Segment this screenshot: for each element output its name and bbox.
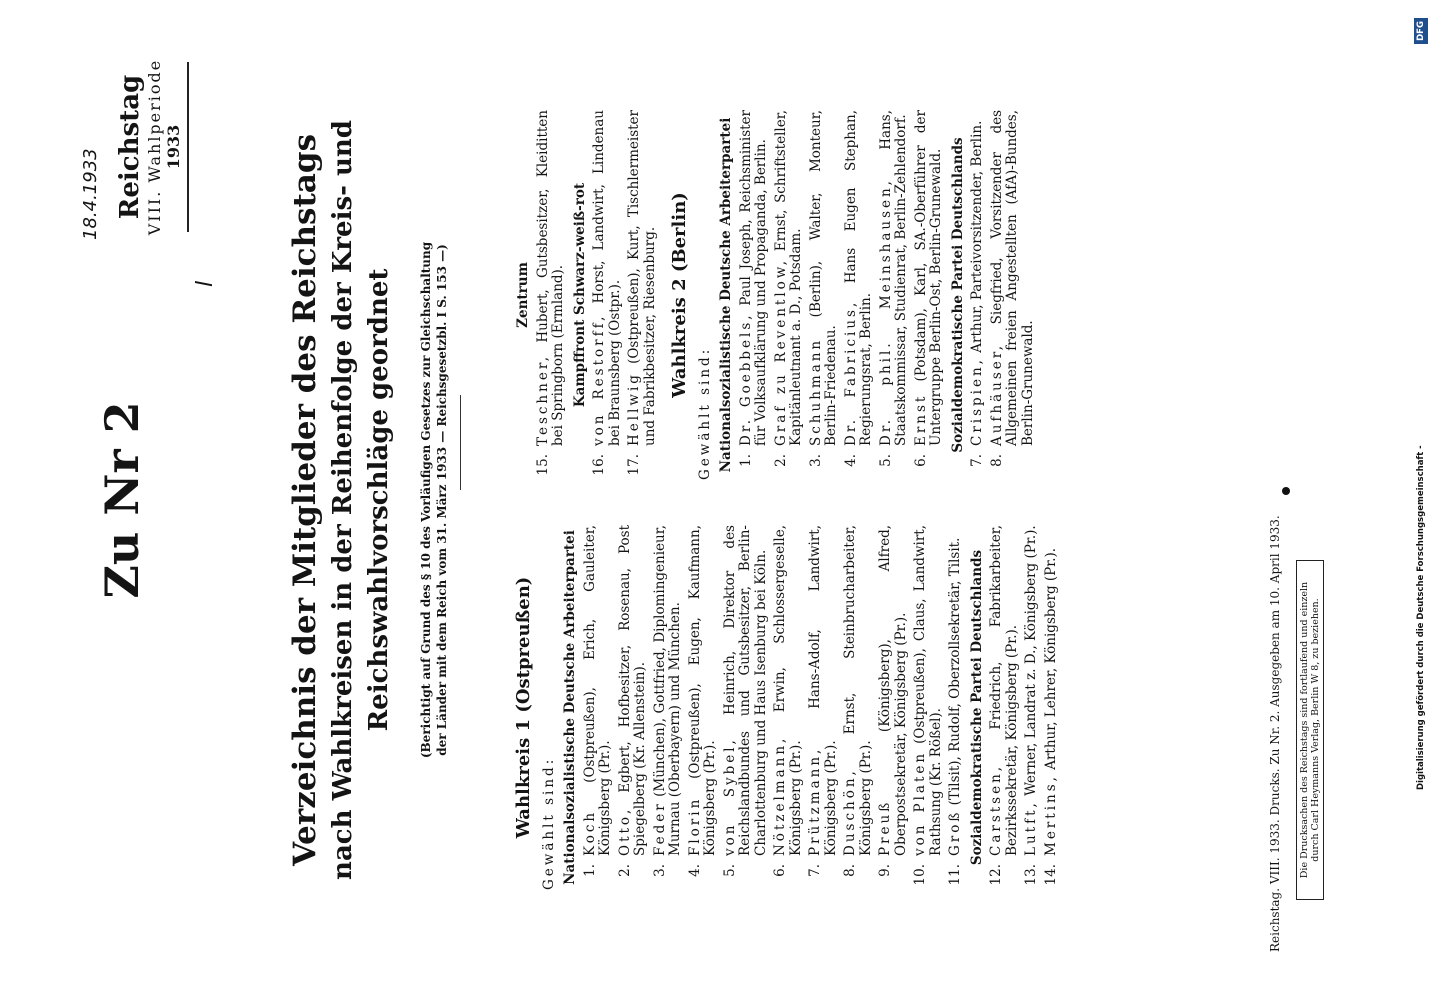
member-entry xyxy=(739,110,770,480)
digitization-note: Digitalisierung gefördert durch die Deutsche Forschungsgemeinschaft - xyxy=(1416,445,1426,790)
main-title-line-2: nach Wahlkreisen in der Reihenfolge der Kreis- und xyxy=(328,120,358,880)
member-description: Erwin, Schlossergeselle, Königsberg (Pr.). xyxy=(772,524,804,856)
reichstag-label: Reichstag xyxy=(115,74,145,220)
wahlkreis-2-column xyxy=(510,110,1040,480)
main-title-line-1: Verzeichnis der Mitglieder des Reichstags xyxy=(287,133,323,867)
member-name: Hellwig xyxy=(626,372,642,446)
footer-box-line-1: Die Drucksachen des Reichstags sind fortlaufend und einzeln xyxy=(1299,581,1310,879)
member-entry xyxy=(583,525,614,890)
member-entry xyxy=(1024,525,1040,890)
footer-box-line-2: durch Carl Heymanns Verlag, Berlin W 8, zu beziehen. xyxy=(1310,598,1321,862)
wahlkreis-1-nsdap-list xyxy=(583,525,964,890)
member-details xyxy=(844,110,875,446)
member-description: Siegfried, Vorsitzender des Allgemeinen freien Angestellten (AfA)-Bundes, Berlin-Grunewald. xyxy=(988,109,1036,446)
party-nsdap-heading: Nationalsozialistische Deutsche Arbeiterpartei xyxy=(718,117,734,473)
member-number: 2. xyxy=(772,454,789,467)
member-name: Dr. Goebbels, xyxy=(737,312,754,446)
member-number: 6. xyxy=(912,454,929,467)
member-description: Paul Joseph, Reichsminister für Volksaufklärung und Propaganda, Berlin. xyxy=(737,110,769,446)
member-entry xyxy=(843,525,874,890)
member-details xyxy=(1044,525,1060,856)
member-number: 14. xyxy=(1042,864,1059,886)
member-details xyxy=(583,525,614,856)
member-name: Lutft, xyxy=(1023,800,1039,856)
member-entry xyxy=(948,525,964,890)
member-details xyxy=(1024,525,1040,856)
member-description: (München), Gottfried, Diplomingenieur, Murnau (Oberbayern) und München. xyxy=(651,525,683,856)
footer-box xyxy=(1296,560,1324,900)
member-entry xyxy=(688,525,719,890)
member-description: Ernst, Steinbrucharbeiter, Königsberg (Pr.). xyxy=(842,525,874,856)
member-details xyxy=(948,525,964,856)
footer-print-line: Reichstag. VIII. 1933. Drucks. Zu Nr. 2. Ausgegeben am 10. April 1933. xyxy=(1268,515,1282,952)
wahlkreis-1-kampffront-list xyxy=(592,110,658,480)
handwritten-mark: l xyxy=(193,280,218,287)
gewaehlt-label: Gewählt sind: xyxy=(540,756,557,890)
wahlkreis-1-column xyxy=(510,525,1063,890)
member-description: Hans-Adolf, Landwirt, Königsberg (Pr.). xyxy=(807,525,839,856)
member-details xyxy=(773,525,804,856)
member-description: Hubert, Gutsbesitzer, Kleiditten bei Springborn (Ermland). xyxy=(534,110,566,446)
wahlkreis-2-spd-list xyxy=(970,110,1036,480)
handwritten-date: 18.4.1933 xyxy=(80,148,101,240)
member-description: (Ostpreußen), Claus, Landwirt, Rathsung (Kr. Rößel). xyxy=(912,525,944,856)
subtitle xyxy=(418,230,450,770)
member-name: Nötzelmann, xyxy=(772,735,788,856)
member-entry xyxy=(970,110,986,480)
member-entry xyxy=(536,110,567,480)
member-number: 8. xyxy=(842,864,858,877)
member-details xyxy=(970,110,986,446)
member-number: 12. xyxy=(988,864,1004,886)
member-description: (Potsdam), Karl, SA.-Oberführer der Untergruppe Berlin-Ost, Berlin-Grunewald. xyxy=(912,110,944,446)
member-description: (Ostpreußen), Eugen, Kaufmann, Königsberg (Pr.). xyxy=(686,525,718,856)
member-number: 11. xyxy=(947,864,963,886)
gewaehlt-label: Gewählt sind: xyxy=(696,346,713,480)
member-entry xyxy=(592,110,623,480)
member-details xyxy=(809,110,840,446)
wahlperiode-label: VIII. Wahlperiode xyxy=(145,58,164,236)
wahlkreis-1-zentrum-list xyxy=(536,110,567,480)
member-name: Dr. phil. Meinshausen, xyxy=(877,178,894,446)
subtitle-line-2: der Länder mit dem Reich vom 31. März 1933 — Reichsgesetzbl. I S. 153 —) xyxy=(435,244,449,756)
member-entry xyxy=(809,110,840,480)
member-details xyxy=(914,110,945,446)
wahlkreis-2-gewaehlt xyxy=(698,110,714,480)
member-name: Groß xyxy=(947,809,963,856)
title-divider xyxy=(460,395,461,490)
member-description: Heinrich, Direktor des Reichslandbundes und Gutsbesitzer, Berlin-Charlottenburg und Haus Isenburg bei Köln. xyxy=(721,525,769,856)
member-entry xyxy=(627,110,658,480)
member-entry xyxy=(989,525,1020,890)
party-nsdap-heading: Nationalsozialistische Deutsche Arbeiterpartei xyxy=(562,530,578,885)
member-details xyxy=(989,525,1020,856)
member-details xyxy=(913,525,944,856)
member-description: Egbert, Hofbesitzer, Rosenau, Post Spiegelberg (Kr. Allenstein). xyxy=(616,525,648,856)
main-title xyxy=(285,120,397,880)
member-name: Mertins, xyxy=(1042,774,1059,856)
party-spd-heading: Sozialdemokratische Partei Deutschlands xyxy=(968,549,985,866)
member-entry xyxy=(774,110,805,480)
member-name: Teschner, xyxy=(534,353,551,446)
member-name: Duschön, xyxy=(842,768,858,856)
member-name: Aufhäuser, xyxy=(988,342,1005,446)
member-name: Prützmann, xyxy=(807,746,823,856)
member-details xyxy=(723,525,770,856)
member-details xyxy=(990,110,1037,446)
member-number: 4. xyxy=(842,454,859,467)
member-details xyxy=(843,525,874,856)
member-name: Schuhmann xyxy=(807,337,824,446)
party-kampffront-heading: Kampffront Schwarz-weiß-rot xyxy=(571,182,588,408)
member-name: von Platen xyxy=(912,750,928,856)
member-number: 6. xyxy=(772,864,788,877)
member-description: Friedrich, Fabrikarbeiter, Bezirkssekretär, Königsberg (Pr.). xyxy=(988,525,1020,856)
wahlkreis-1-spd-list xyxy=(989,525,1059,890)
member-description: (Tilsit), Rudolf, Oberzollsekretär, Tilsit. xyxy=(947,537,963,806)
member-number: 5. xyxy=(721,864,738,877)
member-entry xyxy=(990,110,1037,480)
member-description: (Königsberg), Alfred, Oberpostsekretär, Königsberg (Pr.). xyxy=(877,524,909,856)
member-entry xyxy=(773,525,804,890)
member-details xyxy=(627,110,658,446)
member-entry xyxy=(808,525,839,890)
member-details xyxy=(878,525,909,856)
member-name: Crispien, xyxy=(969,357,985,446)
member-entry xyxy=(914,110,945,480)
member-name: Carstsen, xyxy=(988,763,1004,856)
member-name: von Restorff, xyxy=(591,313,607,446)
member-entry xyxy=(653,525,684,890)
member-name: Florin xyxy=(686,796,703,856)
footer-dot xyxy=(1282,487,1290,495)
member-details xyxy=(618,525,649,856)
member-entry xyxy=(618,525,649,890)
header-rule xyxy=(187,62,189,232)
dfg-logo-icon: DFG xyxy=(1414,18,1428,44)
member-description: (Berlin), Walter, Monteur, Berlin-Friedenau. xyxy=(807,110,839,446)
member-number: 2. xyxy=(616,864,633,877)
member-details xyxy=(536,110,567,446)
member-number: 9. xyxy=(877,864,893,877)
member-number: 3. xyxy=(807,454,824,467)
member-details xyxy=(808,525,839,856)
member-description: Arthur, Parteivorsitzender, Berlin. xyxy=(969,120,985,353)
member-entry xyxy=(913,525,944,890)
member-number: 5. xyxy=(877,454,894,467)
member-number: 7. xyxy=(807,864,823,877)
reichstag-header xyxy=(115,52,189,242)
party-spd-heading: Sozialdemokratische Partei Deutschlands xyxy=(949,137,966,453)
member-entry xyxy=(879,110,910,480)
member-description: (Ostpreußen), Erich, Gauleiter, Königsberg (Pr.). xyxy=(581,524,613,856)
member-details xyxy=(774,110,805,446)
member-number: 10. xyxy=(912,864,928,886)
member-number: 17. xyxy=(626,454,642,476)
member-number: 16. xyxy=(591,454,607,476)
member-name: Ernst xyxy=(912,393,929,446)
member-description: Ernst, Schriftsteller, Kapitänleutnant a. D., Potsdam. xyxy=(772,110,804,446)
member-number: 13. xyxy=(1023,864,1039,886)
member-name: Dr. Fabricius, xyxy=(842,299,859,446)
wahlkreis-1-title: Wahlkreis 1 (Ostpreußen) xyxy=(513,576,534,839)
member-number: 1. xyxy=(581,864,598,877)
member-number: 4. xyxy=(686,864,703,877)
wahlkreis-2-nsdap-list xyxy=(739,110,945,480)
document-number: Zu Nr 2 xyxy=(95,401,149,599)
member-details xyxy=(592,110,623,446)
member-details xyxy=(653,525,684,856)
member-details xyxy=(879,110,910,446)
main-title-line-3: Reichswahlvorschläge geordnet xyxy=(364,268,394,732)
member-description: Horst, Landwirt, Lindenau bei Braunsberg (Ostpr.). xyxy=(591,110,623,446)
member-description: Arthur, Lehrer, Königsberg (Pr.). xyxy=(1042,547,1059,770)
member-entry xyxy=(1044,525,1060,890)
member-number: 8. xyxy=(988,454,1005,467)
member-number: 1. xyxy=(737,454,754,467)
member-name: von Sybel, xyxy=(721,737,738,856)
wahlkreis-1-gewaehlt xyxy=(542,525,558,890)
member-entry xyxy=(878,525,909,890)
member-description: (Ostpreußen), Kurt, Tischlermeister und Fabrikbesitzer, Riesenburg. xyxy=(626,110,658,446)
member-entry xyxy=(723,525,770,890)
member-details xyxy=(739,110,770,446)
member-name: Koch xyxy=(581,809,598,856)
year-label: 1933 xyxy=(164,124,183,170)
member-number: 7. xyxy=(969,454,985,467)
member-number: 15. xyxy=(534,454,551,476)
member-description: Hans Eugen Stephan, Regierungsrat, Berlin. xyxy=(842,110,874,446)
member-number: 3. xyxy=(651,864,668,877)
subtitle-line-1: (Berichtigt auf Grund des § 10 des Vorläufigen Gesetzes zur Gleichschaltung xyxy=(419,241,433,759)
party-zentrum-heading: Zentrum xyxy=(515,262,531,328)
member-description: Hans, Staatskommissar, Studienrat, Berlin-Zehlendorf. xyxy=(877,110,909,446)
member-name: Graf zu Reventlow, xyxy=(772,257,789,446)
wahlkreis-2-title: Wahlkreis 2 (Berlin) xyxy=(669,192,690,398)
member-name: Feder xyxy=(651,801,668,856)
member-details xyxy=(688,525,719,856)
member-name: Preuß xyxy=(877,799,893,856)
member-entry xyxy=(844,110,875,480)
member-name: Otto, xyxy=(616,806,633,856)
member-description: Werner, Landrat z. D., Königsberg (Pr.). xyxy=(1023,525,1039,796)
